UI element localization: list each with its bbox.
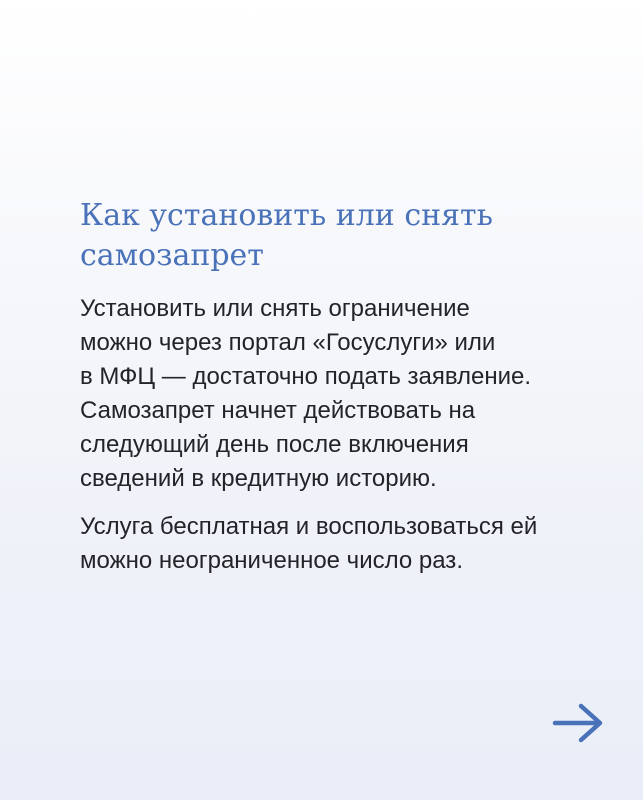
text-line: сведений в кредитную историю. [80,465,437,492]
instructions-paragraph [80,292,620,496]
arrow-right-icon [552,703,604,743]
next-slide-button[interactable] [552,703,604,743]
text-line: можно неограниченное число раз. [80,547,463,574]
text-line: следующий день после включения [80,431,469,458]
service-info-paragraph [80,510,620,578]
text-line: можно через портал «Госуслуги» или [80,329,496,356]
text-line: Самозапрет начнет действовать на [80,397,476,424]
text-line: в МФЦ — достаточно подать заявление. [80,363,532,390]
page-title-line-1: Как установить или снять [80,198,493,233]
page-title [80,196,600,276]
text-line: Установить или снять ограничение [80,295,470,322]
page-title-line-2: самозапрет [80,238,264,273]
text-line: Услуга бесплатная и воспользоваться ей [80,513,538,540]
